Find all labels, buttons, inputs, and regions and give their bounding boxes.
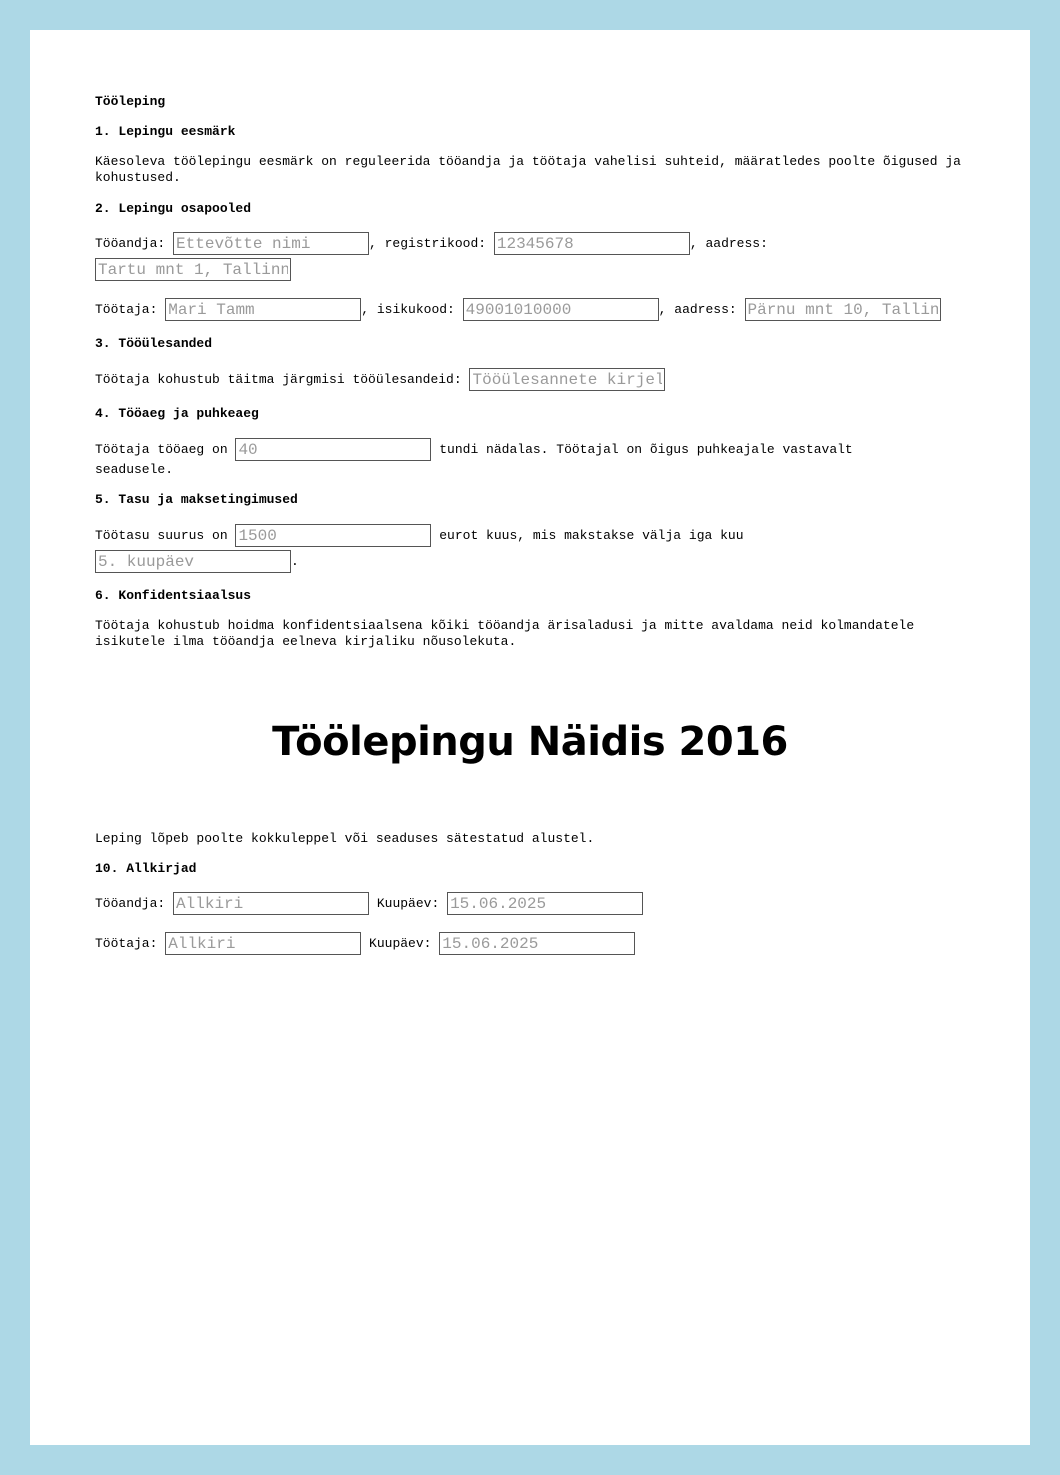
- employee-address-label: , aadress:: [658, 301, 737, 317]
- salary-row: [95, 524, 965, 547]
- employee-label: Töötaja:: [95, 301, 158, 317]
- employee-signature-input[interactable]: [165, 932, 361, 955]
- section-3-heading: 3. Tööülesanded: [95, 336, 213, 351]
- employee-row: [95, 298, 965, 321]
- working-time-label: Töötaja tööaeg on: [95, 441, 228, 457]
- section-1-text: Käesoleva töölepingu eesmärk on reguleerida tööandja ja töötaja vahelisi suhteid, määratledes poolte õigused ja kohustused.: [95, 154, 961, 185]
- employer-date-input[interactable]: [447, 892, 643, 915]
- employee-signature-row: [95, 932, 965, 955]
- duties-row: [95, 368, 965, 391]
- payday-row: [95, 550, 965, 573]
- section-6-heading: 6. Konfidentsiaalsus: [95, 588, 252, 603]
- employer-row: [95, 232, 965, 255]
- section-2-heading: 2. Lepingu osapooled: [95, 201, 252, 216]
- duties-label: Töötaja kohustub täitma järgmisi tööülesandeid:: [95, 371, 462, 387]
- salary-text: eurot kuus, mis makstakse välja iga kuu: [439, 527, 744, 543]
- employee-address-input[interactable]: [745, 298, 941, 321]
- duties-input[interactable]: [469, 368, 665, 391]
- employer-address-input[interactable]: [95, 258, 291, 281]
- employer-date-label: Kuupäev:: [376, 895, 440, 911]
- salary-label: Töötasu suurus on: [95, 527, 228, 543]
- section-5-heading: 5. Tasu ja maksetingimused: [95, 492, 298, 507]
- employee-date-label: Kuupäev:: [369, 935, 432, 951]
- working-time-text-1: tundi nädalas. Töötajal on õigus puhkeajale vastavalt: [439, 441, 853, 457]
- registry-code-input[interactable]: [494, 232, 690, 255]
- section-6-text: Töötaja kohustub hoidma konfidentsiaalsena kõiki tööandja ärisaladusi ja mitte avaldama neid kolmandatele isikutele ilma tööandja eelneva kirjaliku nõusolekuta.: [95, 618, 915, 649]
- employer-name-input[interactable]: [173, 232, 369, 255]
- salary-input[interactable]: [235, 524, 431, 547]
- section-1-heading: 1. Lepingu eesmärk: [95, 124, 236, 139]
- payday-period: .: [291, 553, 299, 569]
- registry-code-label: , registrikood:: [369, 235, 487, 251]
- employer-signature-input[interactable]: [173, 892, 369, 915]
- section-10-heading: 10. Allkirjad: [95, 861, 197, 876]
- id-code-input[interactable]: [463, 298, 659, 321]
- employer-address-row: [95, 258, 965, 281]
- employer-label: Tööandja:: [95, 235, 166, 251]
- employer-address-label: , aadress:: [689, 235, 768, 251]
- section-4-heading: 4. Tööaeg ja puhkeaeg: [95, 406, 259, 421]
- employee-date-input[interactable]: [439, 932, 635, 955]
- working-hours-input[interactable]: [235, 438, 431, 461]
- employer-signature-label: Tööandja:: [95, 895, 166, 911]
- document-title: Tööleping: [95, 94, 166, 109]
- employee-signature-label: Töötaja:: [95, 935, 158, 951]
- document-page: [30, 30, 1030, 1445]
- section-9-text: Leping lõpeb poolte kokkuleppel või seaduses sätestatud alustel.: [95, 831, 595, 846]
- overlay-title: Töölepingu Näidis 2016: [272, 719, 788, 765]
- employee-name-input[interactable]: [165, 298, 361, 321]
- id-code-label: , isikukood:: [361, 301, 455, 317]
- working-time-text-2: seadusele.: [95, 462, 174, 477]
- working-time-row: [95, 438, 965, 461]
- employer-signature-row: [95, 892, 965, 915]
- payday-input[interactable]: [95, 550, 291, 573]
